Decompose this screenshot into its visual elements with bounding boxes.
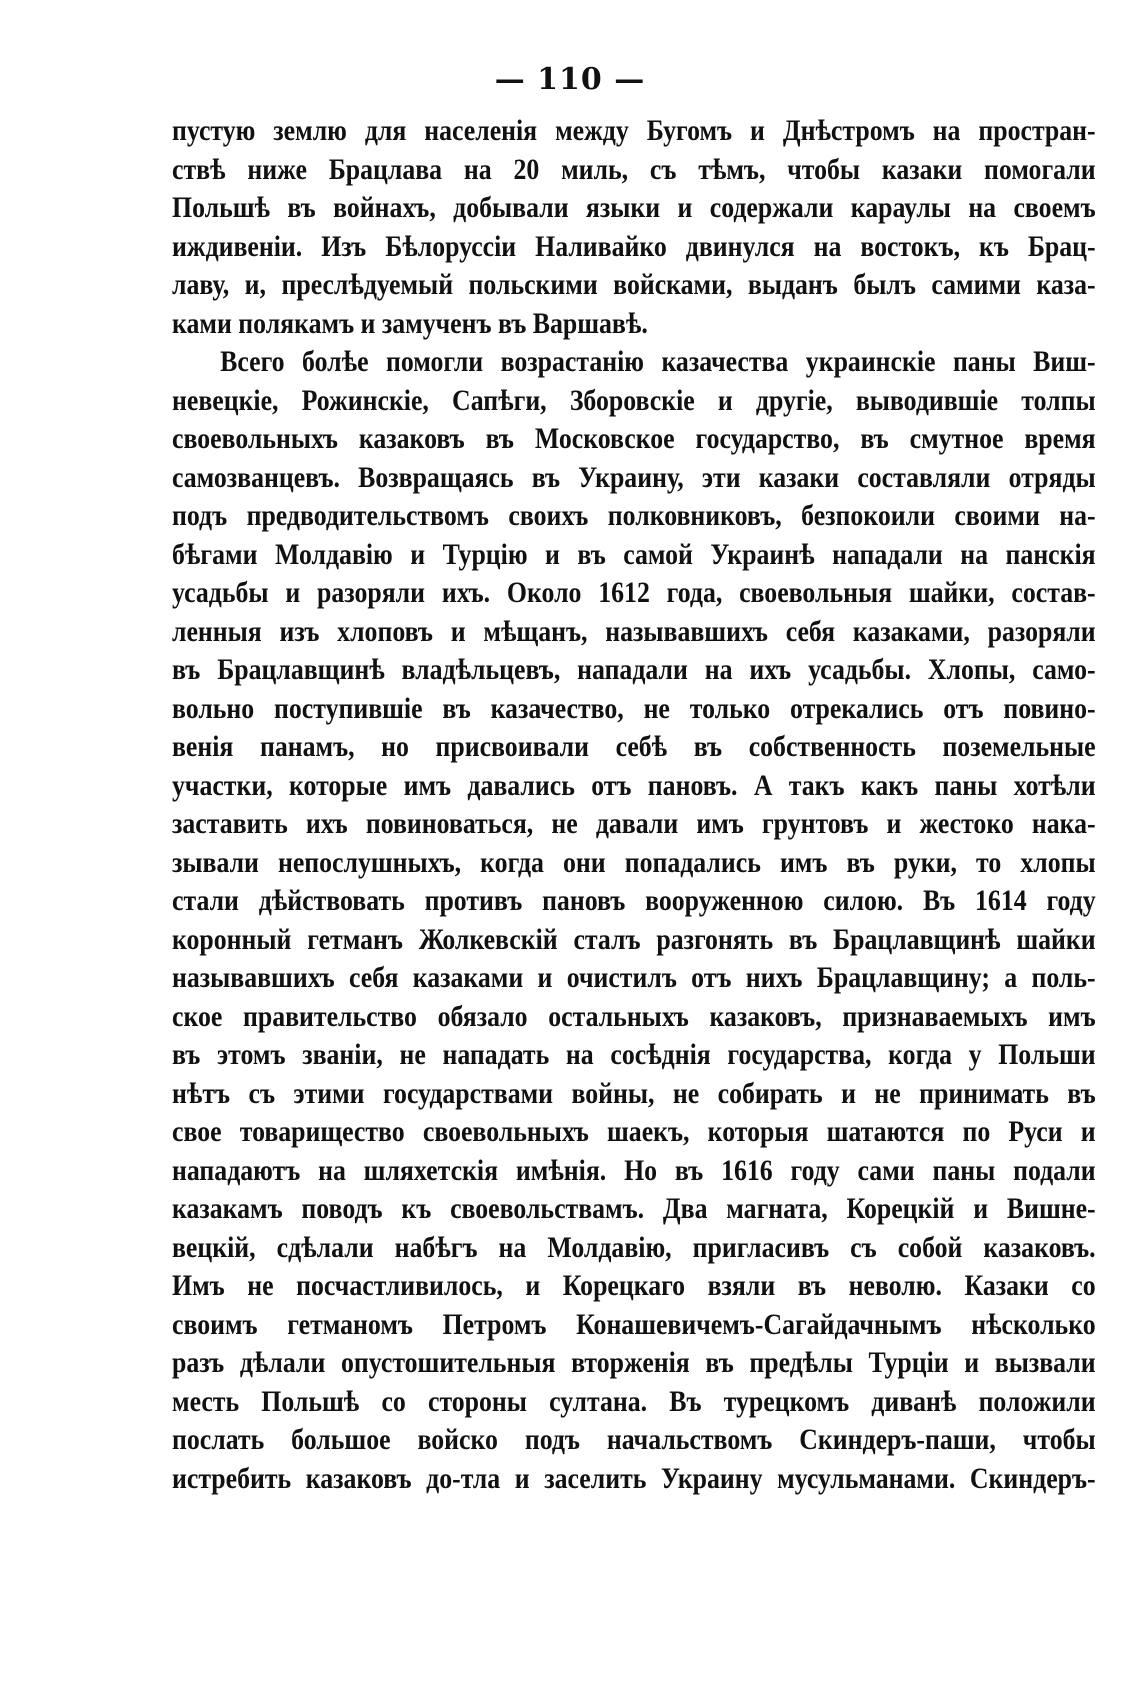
text-line: стали дѣйствовать противъ пановъ вооруженною силою. Въ 1614 году (172, 884, 1096, 917)
text-line: ленныя изъ хлоповъ и мѣщанъ, называвшихъ себя казаками, разоряли (172, 614, 1096, 648)
text-line: подъ предводительствомъ своихъ полковниковъ, безпокоили своими на- (172, 499, 1096, 532)
text-line: заставить ихъ повиноваться, не давали имъ грунтовъ и жестоко нака- (172, 807, 1096, 840)
text-line: свое товарищество своевольныхъ шаекъ, которыя шатаются по Руси и (172, 1115, 1096, 1148)
text-line: въ этомъ званіи, не нападать на сосѣднія государства, когда у Польши (172, 1038, 1096, 1071)
text-line: Имъ не посчастливилось, и Корецкаго взяли въ неволю. Казаки со (172, 1269, 1096, 1302)
text-line: зывали непослушныхъ, когда они попадались имъ въ руки, то хлопы (172, 845, 1096, 879)
body-text (172, 112, 1096, 1498)
text-line: нападаютъ на шляхетскія имѣнія. Но въ 1616 году сами паны подали (172, 1153, 1096, 1187)
text-line: вольно поступившіе въ казачество, не только отрекались отъ повино- (172, 691, 1096, 725)
text-line: участки, которые имъ давались отъ пановъ. А такъ какъ паны хотѣли (172, 768, 1096, 802)
text-line: пустую землю для населенія между Бугомъ и Днѣстромъ на простран- (172, 114, 1096, 147)
text-line: казакамъ поводъ къ своевольствамъ. Два магната, Корецкій и Вишне- (172, 1192, 1096, 1225)
text-line: называвшихъ себя казаками и очистилъ отъ нихъ Брацлавщину; а поль- (172, 961, 1096, 994)
text-line: иждивеніи. Изъ Бѣлоруссіи Наливайко двинулся на востокъ, къ Брац- (172, 229, 1096, 263)
text-line: разъ дѣлали опустошительныя вторженія въ предѣлы Турціи и вызвали (172, 1346, 1096, 1379)
text-line: своимъ гетманомъ Петромъ Конашевичемъ-Сагайдачнымъ нѣсколько (172, 1307, 1096, 1341)
text-line: невецкіе, Рожинскіе, Сапѣги, Зборовскіе и другіе, выводившіе толпы (172, 383, 1096, 417)
text-line: месть Польшѣ со стороны султана. Въ турецкомъ диванѣ положили (172, 1384, 1096, 1418)
text-line: коронный гетманъ Жолкевскій сталъ разгонять въ Брацлавщинѣ шайки (172, 922, 1096, 956)
text-line: своевольныхъ казаковъ въ Московское государство, въ смутное время (172, 422, 1096, 455)
text-line: венія панамъ, но присвоивали себѣ въ собственность поземельные (172, 730, 1096, 763)
text-line: ками полякамъ и замученъ въ Варшавѣ. (172, 306, 648, 340)
paragraph (172, 343, 1096, 1498)
text-line: Всего болѣе помогли возрастанію казачества украинскіе паны Виш- (220, 345, 1096, 378)
text-line: ское правительство обязало остальныхъ казаковъ, признаваемыхъ имъ (172, 999, 1096, 1033)
text-line: ствѣ ниже Брацлава на 20 миль, съ тѣмъ, чтобы казаки помогали (172, 152, 1096, 186)
text-line: вецкій, сдѣлали набѣгъ на Молдавію, пригласивъ съ собой казаковъ. (172, 1230, 1096, 1264)
text-line: лаву, и, преслѣдуемый польскими войсками, выданъ былъ самими каза- (172, 268, 1096, 301)
text-line: нѣтъ съ этими государствами войны, не собирать и не принимать въ (172, 1076, 1096, 1110)
text-line: истребить казаковъ до-тла и заселить Украину мусульманами. Скиндеръ- (172, 1461, 1096, 1495)
text-line: усадьбы и разоряли ихъ. Около 1612 года, своевольныя шайки, состав- (172, 576, 1096, 609)
text-column (172, 112, 1096, 1498)
text-line: самозванцевъ. Возвращаясь въ Украину, эти казаки составляли отряды (172, 460, 1096, 494)
text-line: послать большое войско подъ начальствомъ Скиндеръ-паши, чтобы (172, 1423, 1096, 1456)
page-number: — 110 — (494, 62, 646, 97)
paragraph (172, 112, 1096, 343)
text-line: Польшѣ въ войнахъ, добывали языки и содержали караулы на своемъ (172, 191, 1096, 224)
text-line: въ Брацлавщинѣ владѣльцевъ, нападали на ихъ усадьбы. Хлопы, само- (172, 653, 1096, 686)
text-line: бѣгами Молдавію и Турцію и въ самой Украинѣ нападали на панскія (172, 537, 1096, 571)
